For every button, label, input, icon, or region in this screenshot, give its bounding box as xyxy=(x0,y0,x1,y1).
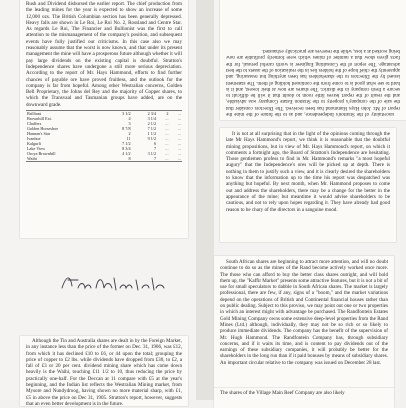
share-price-cell: 3 xyxy=(128,121,131,127)
share-price-cell: 9 1/2 xyxy=(147,136,157,142)
share-name-cell: Kalgurli xyxy=(27,141,41,147)
left-newspaper-clipping xyxy=(20,0,188,238)
share-price-cell: 4 1/2 xyxy=(122,151,131,157)
left-bottom-newspaper-clipping xyxy=(20,336,188,406)
share-name-cell: Brownhill Ext. xyxy=(27,116,52,122)
right-middle-clipping-paragraph: It is not at all surprising that in the light of the opinions coming through the late Mr Hays Hammond's report, we think it is reasonable that the doubtful mining propositions, but in view of Mr. Hays Hammond's report, on which it comments a fortnight ago, the Board of Stratton's Independence are hesitating. Those gentlemen profess to find in Mr. Hammond's remarks "a most hopeful augury" that the Independence's ores will be picked up at depth. There is nothing in them to justify such a view, and it is clearly desired the shareholders to know that the information up to the time his report was despatched was anything but hopeful. By next month, when Mr. Hammond proposes to come out and address the shareholders, there may be a change for the better in the appearance of the mine; but meantime it would advise shareholders to be cautious, and not to rely upon hopes regarding it. They have already had good reason to be chary of the directors in a sanguine mood. xyxy=(226,131,390,213)
share-price-cell: 3 1/2 xyxy=(122,111,131,117)
share-price-cell: ... xyxy=(177,131,181,137)
share-price-cell: 7 1/2 xyxy=(147,126,157,132)
share-price-cell: ... xyxy=(165,136,169,142)
share-price-cell: 7 xyxy=(153,156,157,162)
share-price-cell: ... xyxy=(177,121,181,127)
share-price-cell: 2 xyxy=(166,111,169,117)
share-name-cell: Oroya Brownhill xyxy=(27,151,56,157)
share-price-cell: 3 1/4 xyxy=(147,116,157,122)
share-price-cell: ... xyxy=(165,156,169,162)
right-upper-inverted-clipping xyxy=(220,0,406,120)
share-price-cell: ... xyxy=(165,126,169,132)
share-price-row xyxy=(26,156,182,161)
share-name-cell: Lake View xyxy=(27,146,46,152)
share-price-cell: 2 xyxy=(128,131,131,137)
share-price-cell: ... xyxy=(165,141,169,147)
share-price-cell: ... xyxy=(177,136,181,142)
right-upper-clipping-paragraph: uncertainty of the Stratton's Independence, and as to the future of the mine the report of Mr. John Hays Hammond has been received. The Directors consider that the sale of the company's property to the Stratton Estate Company was advisable, and the result of the report leaves little room to doubt that it will be difficult to secure a fresh company in the district. The shares are now at their lowest, and it is hard to see what good is to come from the continued holding of them. The statement issued by the Directors to the shareholders has been anything but reassuring, and apparently the chief hope of the holders lies in the realisation of the assets to the best advantage. The report of the Consulting Engineer is worth careful perusal, for the facts given show that a number of mines which were formerly profitable are now being worked at a loss, while the reserves are practically exhausted. xyxy=(226,48,400,117)
share-price-cell: ... xyxy=(177,141,181,147)
center-gutter xyxy=(196,0,214,400)
share-price-cell: ... xyxy=(165,121,169,127)
left-bottom-clipping-paragraph: Although the Tin and Australia shares are dealt in by the Foreign Market, in any instance less than the price of the former on Dec. 31, 1906, was £12, from which it has declined £10 to £6, or 44 upon the total; grouping the price of copper to £2 lbs. while dividends have dropped from £30, to £2, a fall of £3 or 20 per cent. dividend mining share which has come down heavily is the Waihi, touching £11 1/2 to 10, thus reducing the price by practically one-half. For the Deccan at 11 compare with £5 at the year's beginning, and the Indian list reflects the Westralian Mining market, from Mysore and Nundydroog, having shown no more material sharp, with £1, £5 in above the price on Dec 31, 1905. Stratton's report, however, suggests that an even better development is in the future. xyxy=(26,338,182,407)
right-lower-newspaper-clipping xyxy=(214,256,394,390)
right-bottom-newspaper-clipping xyxy=(214,388,394,408)
handwritten-date-signature xyxy=(58,266,168,300)
share-price-cell: 7 xyxy=(153,146,157,152)
share-name-cell: Waihi xyxy=(27,156,37,162)
share-price-cell: 3 1/2 xyxy=(147,151,157,157)
share-price-table xyxy=(26,110,182,162)
right-middle-newspaper-clipping xyxy=(220,128,396,242)
right-lower-clipping-paragraph: South African shares are beginning to attract more attention, and will no doubt continue to do so as the mines of the Rand become actively worked once more. The those who can afford to buy the better class shares outright, and will hold them up, the "Kaffir Market" presents some attractive features, but it is not a bit of use for small speculators to dabble in South African shares. The market is largely professional, there are few, if any, signs of a "boom," and the market variations depend on the operations of British and Continental financial houses rather than on public dealing. Subject to this proviso, we may point out one or two properties in which an interest might with advantage be purchased. The Randfontein Estates Gold Mining Company owns some extensive deep-level properties from the Rand Mines (Ltd.) although, individually, they may not be so rich or so likely to produce immediate dividends. The company has the benefit of the supervision of Mr. Hugh Hammond. The Randfontein Company has, through subsidiary concerns, and if it waits its time, and is content to pay dividends out of the earnings of these subsidiary companies, it will probably be better for the shareholders in the long run than if it paid bonuses by means of subsidiary shares. An important circular relative to the company was issued on December 28 last. xyxy=(220,259,389,366)
share-price-cell: 4 xyxy=(128,116,131,122)
share-price-cell: ... xyxy=(165,116,169,122)
share-price-cell: ... xyxy=(177,151,181,157)
share-price-cell: 2 1/2 xyxy=(147,121,157,127)
share-price-cell: 1 1/2 xyxy=(147,131,157,137)
share-price-cell: 7 1/2 xyxy=(122,141,131,147)
left-clipping-paragraph: Rush and Dividend disbursed the earlier report. The chief production from the leading mines for the year is expected to show an increase of some 12,000 ozs. The British Columbian section has been generally depressed. Heavy falls are shown in Le Roi, Le Roi No. 2, Rossland and Centre Star. As regards Le Roi, The Financier and Bullionist was the first to call attention to the mismanagement of the company's position, and subsequent events have fully justified our criticisms. In this case also we may reasonably assume that the worst is now known, and that under its present management the mine will have a prosperous future although whether it will pay large dividends on the existing capital is doubtful. Stratton's Independence shares have undergone a still more serious depreciation. According to the report of Mr. Hays Hammond, efforts to find further chances of payable ore have proved fruitless, and the outlook for the company is far from hopeful. Among other Westralian concerns, Golden Bell Proprietary, the Johns del Rey and the majority of Copper shares, to which the Transvaal and Tasmanian groups have added, are on the downward grade. xyxy=(26,1,182,108)
share-price-cell: ... xyxy=(177,146,181,152)
share-price-cell: ... xyxy=(165,146,169,152)
share-price-cell: 8 xyxy=(128,156,131,162)
share-name-cell: Ivanhoe xyxy=(27,136,41,142)
right-bottom-clipping-paragraph: The shares of the Village Main Reef Company are also likely xyxy=(220,390,345,396)
share-price-cell: ... xyxy=(177,116,181,122)
share-price-cell: ... xyxy=(165,151,169,157)
share-price-cell: ... xyxy=(165,131,169,137)
share-name-cell: Golden Horseshoe xyxy=(27,126,59,132)
share-price-cell: ... xyxy=(177,156,181,162)
share-price-cell: 6 xyxy=(153,141,157,147)
share-price-cell: ... xyxy=(177,126,181,132)
share-name-cell: Chaffers xyxy=(27,121,42,127)
share-name-cell: Hannan's Star xyxy=(27,131,51,137)
share-price-cell: 2 3/4 xyxy=(147,111,157,117)
share-price-cell: 8 7/8 xyxy=(122,126,131,132)
share-price-cell: 11 xyxy=(126,136,131,142)
share-name-cell: Brilliant xyxy=(27,111,41,117)
share-price-cell: 8 3/4 xyxy=(122,146,131,152)
share-price-cell: ... xyxy=(177,111,181,117)
